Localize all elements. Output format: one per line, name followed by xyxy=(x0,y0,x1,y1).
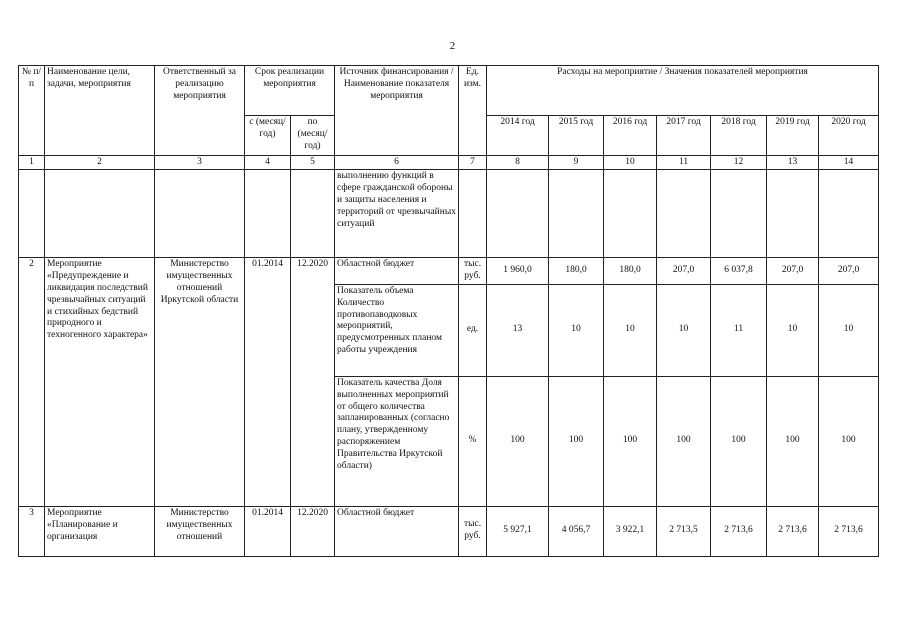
column-number: 6 xyxy=(335,156,459,170)
header-year-2019: 2019 год xyxy=(767,116,819,156)
value-2016: 180,0 xyxy=(604,258,657,285)
value-2014: 1 960,0 xyxy=(487,258,549,285)
value-2017: 10 xyxy=(657,284,711,376)
value-2016: 3 922,1 xyxy=(604,506,657,556)
value-2018: 6 037,8 xyxy=(711,258,767,285)
header-expenses: Расходы на мероприятие / Значения показателей мероприятия xyxy=(487,66,879,116)
header-unit: Ед. изм. xyxy=(459,66,487,156)
indicator-volume: Показатель объема Количество противопаводковых мероприятий, предусмотренных планом работы учреждения xyxy=(335,284,459,376)
continuation-text: выполнению функций в сфере гражданской обороны и защиты населения и территорий от чрезвычайных ситуаций xyxy=(335,170,459,258)
header-name: Наименование цели, задачи, мероприятия xyxy=(45,66,155,156)
header-period: Срок реализации мероприятия xyxy=(245,66,335,116)
header-source: Источник финансирования / Наименование показателя мероприятия xyxy=(335,66,459,156)
value-2017: 207,0 xyxy=(657,258,711,285)
period-to: 12.2020 xyxy=(291,258,335,507)
funding-source: Областной бюджет xyxy=(335,258,459,285)
measures-table xyxy=(18,65,879,557)
column-number: 8 xyxy=(487,156,549,170)
column-number: 5 xyxy=(291,156,335,170)
column-number: 12 xyxy=(711,156,767,170)
responsible: Министерство имущественных отношений Иркутской области xyxy=(155,258,245,507)
header-year-2018: 2018 год xyxy=(711,116,767,156)
value-2016: 10 xyxy=(604,284,657,376)
value-2015: 4 056,7 xyxy=(549,506,604,556)
value-2015: 10 xyxy=(549,284,604,376)
column-number: 1 xyxy=(19,156,45,170)
table-row xyxy=(19,258,879,285)
column-number: 11 xyxy=(657,156,711,170)
column-number: 13 xyxy=(767,156,819,170)
row-number: 3 xyxy=(19,506,45,556)
header-year-2014: 2014 год xyxy=(487,116,549,156)
period-from: 01.2014 xyxy=(245,506,291,556)
header-period-from: с (месяц/год) xyxy=(245,116,291,156)
column-number: 9 xyxy=(549,156,604,170)
header-responsible: Ответственный за реализацию мероприятия xyxy=(155,66,245,156)
header-year-2017: 2017 год xyxy=(657,116,711,156)
value-2020: 2 713,6 xyxy=(819,506,879,556)
value-2015: 100 xyxy=(549,376,604,506)
value-2014: 100 xyxy=(487,376,549,506)
value-2018: 100 xyxy=(711,376,767,506)
header-year-2016: 2016 год xyxy=(604,116,657,156)
unit: тыс. руб. xyxy=(459,258,487,285)
header-year-2020: 2020 год xyxy=(819,116,879,156)
value-2020: 207,0 xyxy=(819,258,879,285)
header-period-to: по (месяц/год) xyxy=(291,116,335,156)
value-2019: 207,0 xyxy=(767,258,819,285)
column-number: 3 xyxy=(155,156,245,170)
value-2015: 180,0 xyxy=(549,258,604,285)
value-2020: 100 xyxy=(819,376,879,506)
value-2014: 5 927,1 xyxy=(487,506,549,556)
value-2019: 2 713,6 xyxy=(767,506,819,556)
column-number: 2 xyxy=(45,156,155,170)
value-2016: 100 xyxy=(604,376,657,506)
unit: % xyxy=(459,376,487,506)
column-number: 7 xyxy=(459,156,487,170)
period-from: 01.2014 xyxy=(245,258,291,507)
value-2017: 100 xyxy=(657,376,711,506)
responsible: Министерство имущественных отношений xyxy=(155,506,245,556)
value-2017: 2 713,5 xyxy=(657,506,711,556)
value-2019: 100 xyxy=(767,376,819,506)
value-2018: 2 713,6 xyxy=(711,506,767,556)
table-row xyxy=(19,170,879,258)
value-2019: 10 xyxy=(767,284,819,376)
column-number: 10 xyxy=(604,156,657,170)
column-number: 4 xyxy=(245,156,291,170)
page-number: 2 xyxy=(449,40,456,52)
period-to: 12.2020 xyxy=(291,506,335,556)
measure-name: Мероприятие «Предупреждение и ликвидация последствий чрезвычайных ситуаций и стихийных бедствий природного и техногенного характера» xyxy=(45,258,155,507)
value-2014: 13 xyxy=(487,284,549,376)
indicator-quality: Показатель качества Доля выполненных мероприятий от общего количества запланированных (согласно плану, утвержденному распоряжением Правительства Иркутской области) xyxy=(335,376,459,506)
funding-source: Областной бюджет xyxy=(335,506,459,556)
header-year-2015: 2015 год xyxy=(549,116,604,156)
unit: тыс. руб. xyxy=(459,506,487,556)
table-row xyxy=(19,506,879,556)
header-num: № п/п xyxy=(19,66,45,156)
unit: ед. xyxy=(459,284,487,376)
column-number: 14 xyxy=(819,156,879,170)
value-2020: 10 xyxy=(819,284,879,376)
row-number: 2 xyxy=(19,258,45,507)
measure-name: Мероприятие «Планирование и организация xyxy=(45,506,155,556)
value-2018: 11 xyxy=(711,284,767,376)
column-numbers-row xyxy=(19,156,879,170)
